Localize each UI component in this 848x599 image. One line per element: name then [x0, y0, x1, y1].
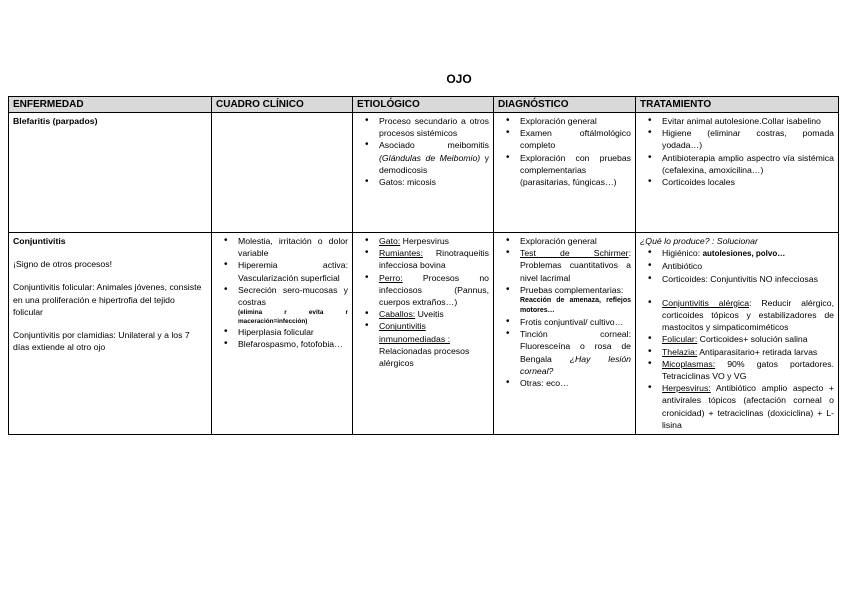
cell-enfermedad	[9, 233, 212, 435]
list-item: • Proceso secundario a otros procesos sistémicos	[379, 115, 489, 139]
list-item: • Perro: Procesos no infecciosos (Pannus, cuerpos extraños…)	[379, 272, 489, 309]
table-row-blefaritis	[9, 113, 839, 233]
disease-name: Conjuntivitis	[13, 236, 66, 246]
list-item: • Pruebas complementarias: Reacción de amenaza, reflejos motores…	[520, 284, 631, 316]
list-item: • Micoplasmas: 90% gatos portadores. Tetraciclinas VO y VG	[662, 358, 834, 382]
list-item: • Rumiantes: Rinotraqueitis infecciosa bovina	[379, 247, 489, 271]
list-item: • Blefarospasmo, fotofobia…	[238, 338, 348, 350]
list-item: • Tinción corneal: Fluoresceína o rosa de Bengala ¿Hay lesión corneal?	[520, 328, 631, 377]
list-item: • Antibioterapia amplio aspectro vía sistémica (cefalexina, amoxicilina…)	[662, 152, 834, 176]
cell-etiologico	[353, 113, 494, 233]
cell-diagnostico	[494, 233, 636, 435]
list-item: • Folicular: Corticoides+ solución salina	[662, 333, 834, 345]
table-header-row	[9, 97, 839, 113]
header-etiologico: ETIOLÓGICO	[353, 97, 494, 113]
list-item: • Gato: Herpesvirus	[379, 235, 489, 247]
cell-cuadro-clinico	[212, 233, 353, 435]
header-diagnostico: DIAGNÓSTICO	[494, 97, 636, 113]
list-item: • Higiene (eliminar costras, pomada yodada…)	[662, 127, 834, 151]
list-item: • Thelazia: Antiparasitario+ retirada larvas	[662, 346, 834, 358]
list-item: • Higiénico: autolesiones, polvo…	[662, 247, 834, 260]
list-item: • Test de Schirmer: Problemas cuantitativos a nivel lacrimal	[520, 247, 631, 284]
list-item: • Asociado meibomitis (Glándulas de Meibomio) y demodicosis	[379, 139, 489, 176]
list-item: • Exploración general	[520, 235, 631, 247]
list-item: • Hiperemia activa: Vascularización superficial	[238, 259, 348, 283]
note-text: Conjuntivitis por clamidias: Unilateral y a los 7 días extiende al otro ojo	[13, 330, 190, 353]
header-enfermedad: ENFERMEDAD	[9, 97, 212, 113]
list-item: • Herpesvirus: Antibiótico amplio aspecto + antivirales tópicos (afectación corneal o cronicidad) + tetraciclinas (doxiciclina) + L-lisina	[662, 382, 834, 431]
list-item: • Frotis conjuntival/ cultivo…	[520, 316, 631, 328]
list-item: • Molestia, irritación o dolor variable	[238, 235, 348, 259]
header-cuadro-clinico: CUADRO CLÍNICO	[212, 97, 353, 113]
list-item: • Exploración con pruebas complementarias (parasitarias, fúngicas…)	[520, 152, 631, 189]
cell-diagnostico	[494, 113, 636, 233]
list-item: • Conjuntivitis inmunomediadas : Relacionadas procesos alérgicos	[379, 320, 489, 369]
list-item: • Caballos: Uveitis	[379, 308, 489, 320]
cell-enfermedad	[9, 113, 212, 233]
secrecion-note: (elimina r evita r maceración=infección)	[238, 309, 348, 326]
header-tratamiento: TRATAMIENTO	[636, 97, 839, 113]
list-item: • Otras: eco…	[520, 377, 631, 389]
list-item: • Evitar animal autolesione.Collar isabelino	[662, 115, 834, 127]
page-title: OJO	[446, 72, 472, 86]
disease-table	[8, 96, 839, 435]
pruebas-note: Reacción de amenaza, reflejos motores…	[520, 297, 631, 315]
list-item: • Examen oftálmológico completo	[520, 127, 631, 151]
cell-tratamiento	[636, 113, 839, 233]
disease-name: Blefaritis (parpados)	[13, 116, 98, 126]
list-item: • Hiperplasia folicular	[238, 326, 348, 338]
list-item: • Corticoides locales	[662, 176, 834, 188]
note-text: ¡Signo de otros procesos!	[13, 259, 112, 270]
list-item: • Exploración general	[520, 115, 631, 127]
list-item: • Corticoides: Conjuntivitis NO infecciosas	[662, 273, 834, 285]
cell-etiologico	[353, 233, 494, 435]
list-item: • Gatos: micosis	[379, 176, 489, 188]
note-text: Conjuntivitis folicular: Animales jóvenes, consiste en una proliferación e hipertrofia del tejido folicular	[13, 282, 202, 317]
list-item: • Conjuntivitis alérgica: Reducir alérgico, corticoides tópicos y estabilizadores de mastocitos y simpaticomiméticos	[662, 297, 834, 334]
cell-cuadro-clinico	[212, 113, 353, 233]
list-item: • Antibiótico	[662, 260, 834, 272]
list-item: • Secreción sero-mucosas y costras (elimina r evita r maceración=infección)	[238, 284, 348, 326]
cell-tratamiento	[636, 233, 839, 435]
treatment-question: ¿Qué lo produce? : Solucionar	[640, 236, 758, 246]
table-row-conjuntivitis	[9, 233, 839, 435]
